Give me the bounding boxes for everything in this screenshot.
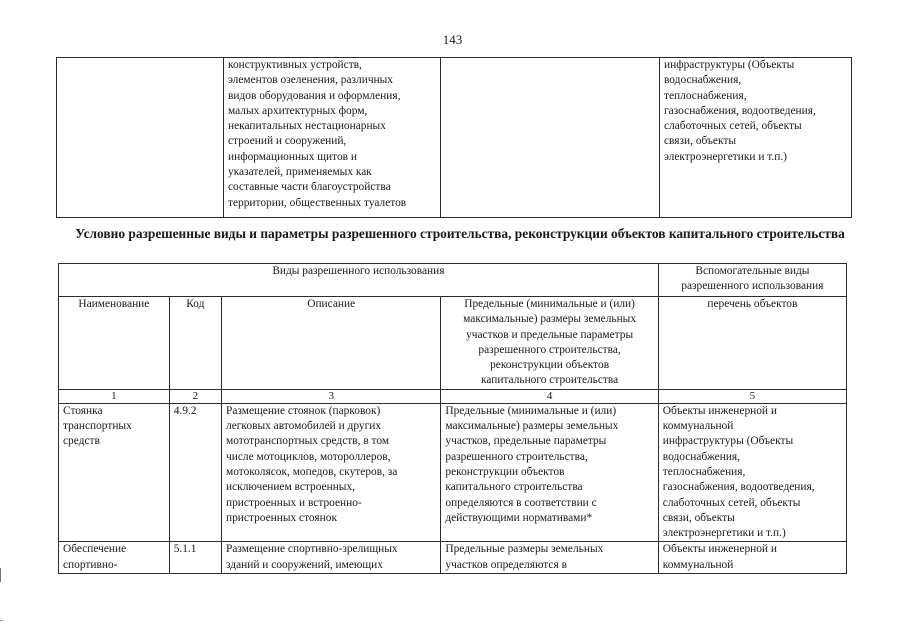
cont-cell-4: инфраструктуры (Объекты водоснабжения, теплоснабжения, газоснабжения, водоотведения, слаботочных сетей, объекты связи, объекты электроэнергетики и т.п.) xyxy=(660,58,852,218)
table-row xyxy=(57,58,852,218)
cell-objects: Объекты инженерной и коммунальной xyxy=(658,542,846,574)
column-number: 4 xyxy=(441,389,658,403)
column-number: 2 xyxy=(169,389,221,403)
auxiliary-uses-header: Вспомогательные виды разрешенного использования xyxy=(658,264,846,297)
column-header-description: Описание xyxy=(222,297,441,390)
cell-code: 5.1.1 xyxy=(169,542,221,574)
cell-name: Стоянка транспортных средств xyxy=(59,403,170,542)
conditional-uses-table xyxy=(58,263,847,574)
cell-parameters: Предельные (минимальные и (или) максимальные) размеры земельных участков, предельные параметры разрешенного строительства, реконструкции объектов капитального строительства определяются в соответствии с действующими нормативами* xyxy=(441,403,658,542)
table-row xyxy=(59,542,847,574)
scan-edge-mark xyxy=(0,620,3,623)
column-number: 1 xyxy=(59,389,170,403)
continuation-table xyxy=(56,57,852,218)
scan-edge-mark xyxy=(0,568,4,582)
column-header-objects: перечень объектов xyxy=(658,297,846,390)
column-header-parameters: Предельные (минимальные и (или) максимальные) размеры земельных участков и предельные параметры разрешенного строительства, реконструкции объектов капитального строительства xyxy=(441,297,658,390)
column-number: 3 xyxy=(222,389,441,403)
cell-description: Размещение стоянок (парковок) легковых автомобилей и других мототранспортных средств, в том числе мотоциклов, мотороллеров, мотоколясок, мопедов, скутеров, за исключением встроенных, пристроенных и встроенно- пристроенных стоянок xyxy=(222,403,441,542)
cont-cell-3 xyxy=(441,58,660,218)
column-number-row xyxy=(59,389,847,403)
table-column-header-row xyxy=(59,297,847,390)
cont-cell-2: конструктивных устройств, элементов озеленения, различных видов оборудования и оформления, малых архитектурных форм, некапитальных нестационарных строений и сооружений, информационных щитов и указателей, применяемых как составные части благоустройства территории, общественных туалетов xyxy=(224,58,441,218)
cell-name: Обеспечение спортивно- xyxy=(59,542,170,574)
column-header-name: Наименование xyxy=(59,297,170,390)
cell-objects: Объекты инженерной и коммунальной инфраструктуры (Объекты водоснабжения, теплоснабжения, газоснабжения, водоотведения, слаботочных сетей, объекты связи, объекты электроэнергетики и т.п.) xyxy=(658,403,846,542)
column-number: 5 xyxy=(658,389,846,403)
column-header-code: Код xyxy=(169,297,221,390)
cell-code: 4.9.2 xyxy=(169,403,221,542)
cont-cell-1 xyxy=(57,58,224,218)
permitted-uses-header: Виды разрешенного использования xyxy=(59,264,659,297)
cell-description: Размещение спортивно-зрелищных зданий и сооружений, имеющих xyxy=(222,542,441,574)
page-number: 143 xyxy=(442,32,463,47)
cell-parameters: Предельные размеры земельных участков определяются в xyxy=(441,542,658,574)
table-row xyxy=(59,403,847,542)
table-group-header-row xyxy=(59,264,847,297)
section-heading: Условно разрешенные виды и параметры разрешенного строительства, реконструкции объектов капитального строительства xyxy=(75,226,845,241)
